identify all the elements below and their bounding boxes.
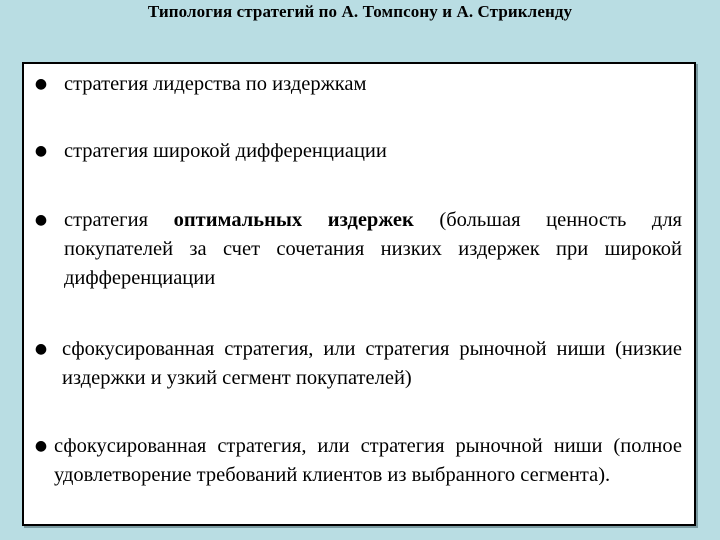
item-text-prefix: стратегия — [64, 209, 174, 231]
bullet-icon: ● — [34, 143, 48, 159]
bullet-icon: ● — [34, 76, 48, 92]
list-item — [34, 432, 682, 490]
list-item — [34, 206, 682, 293]
slide-title: Типология стратегий по А. Томпсону и А. Стрикленду — [147, 2, 573, 21]
item-text: стратегия широкой дифференциации — [64, 140, 387, 162]
item-text — [34, 206, 682, 293]
list-item — [34, 137, 682, 166]
bullet-icon: ● — [34, 212, 48, 228]
item-text-bold: оптимальных издержек — [173, 209, 414, 231]
item-text: стратегия лидерства по издержкам — [64, 73, 367, 95]
bullet-icon: ● — [34, 438, 48, 454]
item-text: сфокусированная стратегия, или стратегия рыночной ниши (низкие издержки и узкий сегмент покупателей) — [62, 338, 682, 389]
item-text: сфокусированная стратегия, или стратегия рыночной ниши (полное удовлетворение требований клиентов из выбранного сегмента). — [54, 435, 682, 486]
bullet-icon: ● — [34, 341, 48, 357]
list-item — [34, 335, 682, 393]
list-item — [34, 70, 682, 99]
content-box — [22, 62, 696, 526]
item-text-suffix: (большая ценность для покупателей за счет сочетания низких издержек при широкой дифференциации — [64, 209, 682, 289]
